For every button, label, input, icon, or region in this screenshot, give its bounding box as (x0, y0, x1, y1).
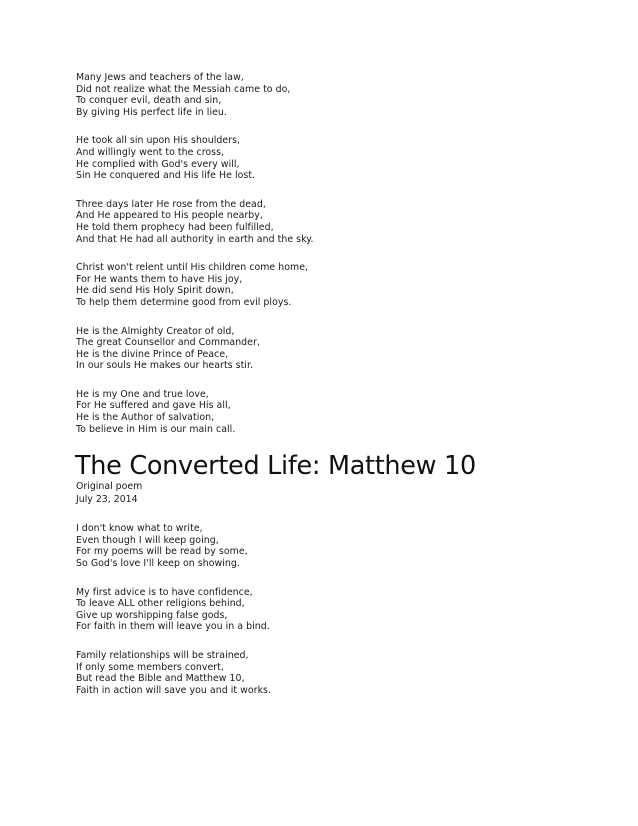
poem-line: He did send His Holy Spirit down, (76, 285, 234, 297)
poem-line: He told them prophecy had been fulfilled, (76, 221, 274, 233)
poem-line: Even though I will keep going, (76, 534, 219, 546)
poem-line: The great Counsellor and Commander, (76, 337, 260, 349)
poem-line: For He wants them to have His joy, (76, 273, 243, 285)
poem-line: I don't know what to write, (76, 523, 203, 535)
poem-line: Did not realize what the Messiah came to do, (76, 83, 291, 95)
poem-line: Sin He conquered and His life He lost. (76, 170, 256, 182)
stanza-3 (76, 199, 616, 245)
poem-line: To believe in Him is our main call. (76, 423, 236, 435)
poem-date: July 23, 2014 (76, 493, 138, 505)
poem-line: He took all sin upon His shoulders, (76, 135, 241, 147)
document-page (76, 72, 616, 713)
stanza-6 (76, 389, 616, 435)
stanza-7 (76, 523, 616, 569)
poem-line: For faith in them will leave you in a bind. (76, 621, 270, 633)
poem-line: By giving His perfect life in lieu. (76, 106, 227, 118)
stanza-2 (76, 135, 616, 181)
stanza-4 (76, 262, 616, 308)
stanza-9 (76, 650, 616, 696)
poem-subtitle: Original poem (76, 481, 143, 493)
poem-line: And that He had all authority in earth and the sky. (76, 233, 314, 245)
poem-title: The Converted Life: Matthew 10 (75, 451, 476, 482)
poem-line: To leave ALL other religions behind, (76, 598, 245, 610)
poem-line: For He suffered and gave His all, (76, 400, 231, 412)
poem-line: Faith in action will save you and it works. (76, 684, 272, 696)
poem-line: Family relationships will be strained, (76, 650, 249, 661)
poem-line: So God's love I'll keep on showing. (76, 558, 240, 570)
poem-line: Three days later He rose from the dead, (76, 198, 266, 210)
poem-line: He complied with God's every will, (76, 158, 240, 170)
poem-meta (76, 481, 616, 506)
stanza-1 (76, 72, 616, 118)
poem-line: But read the Bible and Matthew 10, (76, 673, 245, 685)
poem-line: Give up worshipping false gods, (76, 609, 228, 621)
poem-line: He is the Almighty Creator of old, (76, 325, 235, 337)
poem-line: He is my One and true love, (76, 388, 209, 400)
poem-line: To conquer evil, death and sin, (76, 95, 222, 107)
stanza-5 (76, 326, 616, 372)
poem-line: And willingly went to the cross, (76, 146, 225, 158)
poem-line: For my poems will be read by some, (76, 546, 248, 558)
poem-line: Christ won't relent until His children come home, (76, 262, 309, 274)
poem-line: Many Jews and teachers of the law, (76, 72, 244, 83)
poem-line: He is the divine Prince of Peace, (76, 348, 229, 360)
stanza-8 (76, 587, 616, 633)
poem-line: And He appeared to His people nearby, (76, 210, 263, 222)
poem-line: To help them determine good from evil ploys. (76, 296, 292, 308)
poem-line: If only some members convert, (76, 661, 224, 673)
poem-line: He is the Author of salvation, (76, 412, 215, 424)
poem-line: My first advice is to have confidence, (76, 586, 253, 598)
poem-line: In our souls He makes our hearts stir. (76, 360, 254, 372)
